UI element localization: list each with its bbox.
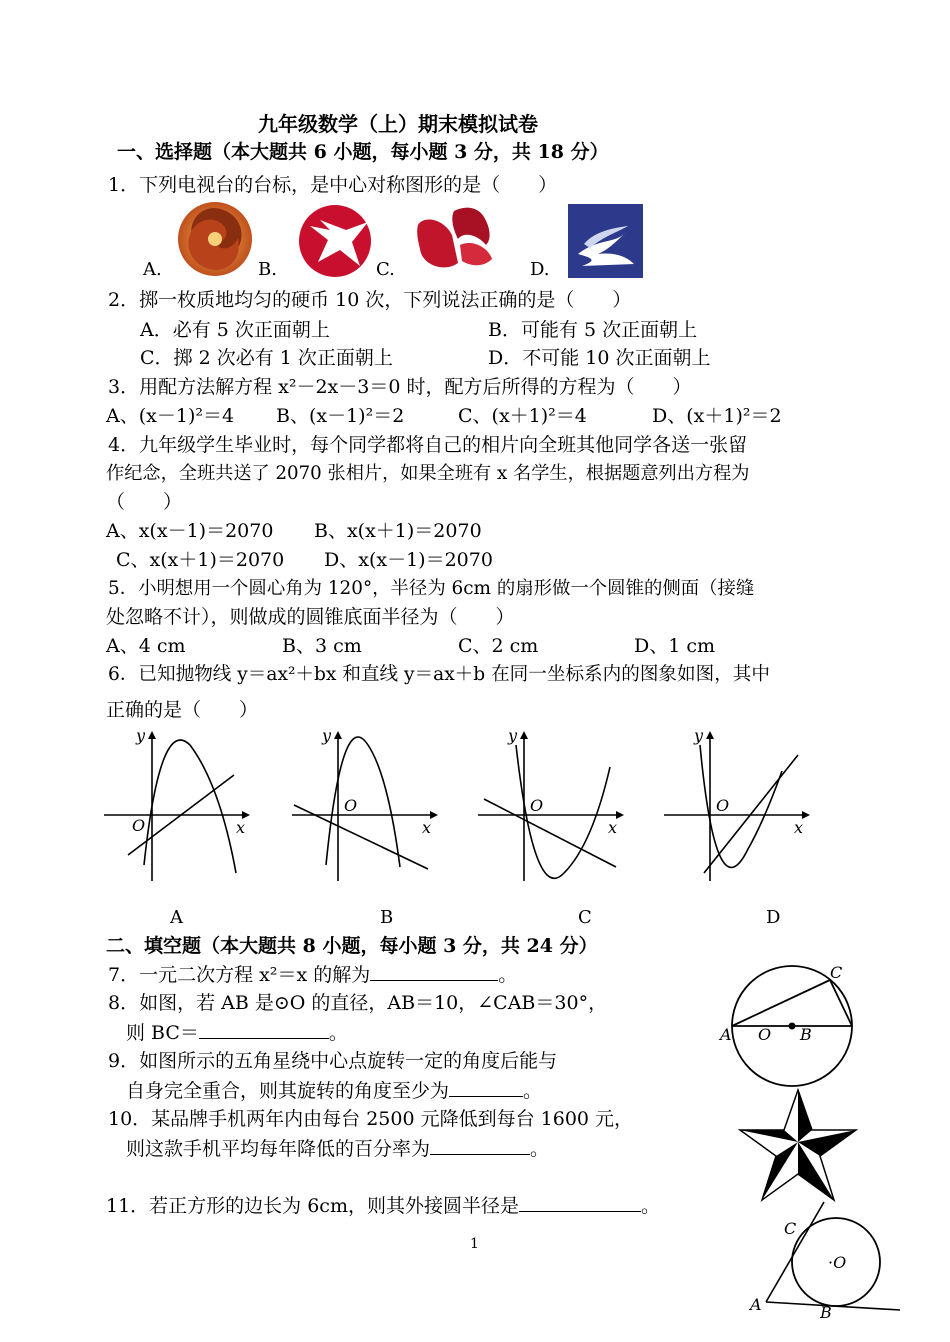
- q3-option-a: A、(x－1)²＝4: [106, 405, 235, 427]
- q6-stem-line2: 正确的是（ ）: [106, 699, 259, 721]
- q8-end: 。: [328, 1022, 348, 1044]
- q6a-x-label: x: [236, 818, 246, 837]
- q4-stem-line2: 作纪念，全班共送了 2070 张相片，如果全班有 x 名学生，根据题意列出方程为: [106, 463, 750, 484]
- q7-line: [108, 962, 517, 987]
- q5-option-c: C、2 cm: [458, 635, 539, 657]
- section-heading-fill: 二、填空题（本大题共 8 小题，每小题 3 分，共 24 分）: [106, 935, 598, 957]
- q10-stem2: 则这款手机平均每年降低的百分率为: [126, 1138, 431, 1160]
- q9-end: 。: [523, 1080, 543, 1102]
- q2-option-c: C．掷 2 次必有 1 次正面朝上: [140, 347, 393, 369]
- q6-stem-line1: 6．已知抛物线 y＝ax²＋bx 和直线 y＝ax＋b 在同一坐标系内的图象如图，其中: [108, 664, 770, 685]
- q6-graph-b: [288, 725, 448, 885]
- q4-option-c: C、x(x＋1)＝2070: [116, 549, 285, 571]
- q8-stem2: 则 BC＝: [126, 1022, 199, 1044]
- page-number: 1: [470, 1236, 479, 1252]
- q3-option-c: C、(x＋1)²＝4: [458, 405, 587, 427]
- q11-tangent-figure: [748, 1202, 908, 1332]
- q8-label-o: O: [758, 1025, 772, 1044]
- q10-stem-line1: 10．某品牌手机两年内由每台 2500 元降低到每台 1600 元，: [108, 1108, 634, 1130]
- q6-graph-b-label: B: [380, 907, 394, 928]
- q11-label-a: A: [750, 1295, 762, 1314]
- q6-graph-a: [100, 725, 260, 885]
- q5-option-b: B、3 cm: [282, 635, 362, 657]
- q4-option-a: A、x(x－1)＝2070: [106, 520, 274, 542]
- q11-stem: 11．若正方形的边长为 6cm，则其外接圆半径是: [106, 1195, 519, 1217]
- q6d-x-label: x: [794, 818, 804, 837]
- page-title: 九年级数学（上）期末模拟试卷: [258, 112, 538, 136]
- q6a-y-label: y: [136, 726, 146, 745]
- q7-answer-blank[interactable]: [370, 962, 498, 981]
- q6b-x-label: x: [422, 818, 432, 837]
- blue-z-logo: [568, 204, 643, 278]
- section-heading-choice: 一、选择题（本大题共 6 小题，每小题 3 分，共 18 分）: [117, 141, 609, 163]
- q6d-origin-label: O: [716, 796, 730, 815]
- q8-answer-blank[interactable]: [199, 1020, 329, 1039]
- q6c-y-label: y: [508, 726, 518, 745]
- q5-stem-line2: 处忽略不计），则做成的圆锥底面半径为（ ）: [106, 606, 515, 628]
- q11-answer-blank[interactable]: [519, 1193, 641, 1212]
- q1-option-c-label: C.: [376, 259, 395, 280]
- q10-line2: [126, 1136, 549, 1161]
- q9-stem-line1: 9．如图所示的五角星绕中心点旋转一定的角度后能与: [108, 1050, 558, 1072]
- red-ribbon-logo: [414, 205, 496, 275]
- q11-label-b: B: [820, 1303, 832, 1322]
- q7-stem: 7．一元二次方程 x²＝x 的解为: [108, 964, 371, 986]
- q8-label-a: A: [720, 1025, 732, 1044]
- q2-stem: 2．掷一枚质地均匀的硬币 10 次，下列说法正确的是（ ）: [108, 289, 632, 311]
- q3-option-d: D、(x＋1)²＝2: [652, 405, 782, 427]
- q4-option-d: D、x(x－1)＝2070: [324, 549, 493, 571]
- q7-end: 。: [498, 964, 518, 986]
- q4-stem-line1: 4．九年级学生毕业时，每个同学都将自己的相片向全班其他同学各送一张留: [108, 434, 748, 456]
- q11-label-o: ·O: [828, 1253, 847, 1272]
- q2-option-a: A．必有 5 次正面朝上: [140, 319, 330, 341]
- q9-line2: [126, 1078, 542, 1103]
- q2-option-d: D．不可能 10 次正面朝上: [488, 347, 711, 369]
- q10-end: 。: [530, 1138, 550, 1160]
- q8-line2: [126, 1020, 348, 1045]
- q1-option-a-label: A.: [143, 259, 162, 280]
- q6-graph-a-label: A: [170, 907, 183, 928]
- q6-graph-d-label: D: [766, 907, 781, 928]
- q6c-origin-label: O: [530, 796, 544, 815]
- q11-label-c: C: [784, 1219, 797, 1238]
- q9-star-figure: [738, 1088, 858, 1204]
- q5-stem-line1: 5．小明想用一个圆心角为 120°，半径为 6cm 的扇形做一个圆锥的侧面（接缝: [108, 578, 755, 599]
- q9-answer-blank[interactable]: [449, 1078, 523, 1097]
- q1-option-b-label: B.: [258, 259, 277, 280]
- q6-graph-d: [660, 725, 820, 885]
- q10-answer-blank[interactable]: [430, 1136, 530, 1155]
- q2-option-b: B．可能有 5 次正面朝上: [488, 319, 698, 341]
- q6d-y-label: y: [694, 726, 704, 745]
- q5-option-d: D、1 cm: [634, 635, 716, 657]
- q6-graph-c: [474, 725, 634, 885]
- q1-stem: 1．下列电视台的台标，是中心对称图形的是（ ）: [108, 174, 558, 196]
- phoenix-logo: [176, 200, 254, 278]
- q6-graph-c-label: C: [578, 907, 592, 928]
- red-star-logo: [298, 204, 372, 278]
- q5-option-a: A、4 cm: [106, 635, 186, 657]
- q11-line: [106, 1193, 660, 1218]
- q3-option-b: B、(x－1)²＝2: [276, 405, 405, 427]
- q8-stem-line1: 8．如图，若 AB 是⊙O 的直径，AB＝10，∠CAB＝30°，: [108, 992, 608, 1014]
- q8-label-c: C: [830, 963, 843, 982]
- q6a-origin-label: O: [132, 816, 146, 835]
- q1-option-d-label: D.: [530, 259, 550, 280]
- q9-stem2: 自身完全重合，则其旋转的角度至少为: [126, 1080, 450, 1102]
- q6c-x-label: x: [608, 818, 618, 837]
- q6b-y-label: y: [322, 726, 332, 745]
- q4-option-b: B、x(x＋1)＝2070: [314, 520, 482, 542]
- q8-label-b: B: [800, 1025, 812, 1044]
- q8-circle-figure: [718, 960, 858, 1090]
- q11-end: 。: [640, 1195, 660, 1217]
- q3-stem: 3．用配方法解方程 x²－2x－3＝0 时，配方后所得的方程为（ ）: [108, 376, 692, 398]
- q4-stem-line3: （ ）: [106, 491, 183, 513]
- q6b-origin-label: O: [344, 796, 358, 815]
